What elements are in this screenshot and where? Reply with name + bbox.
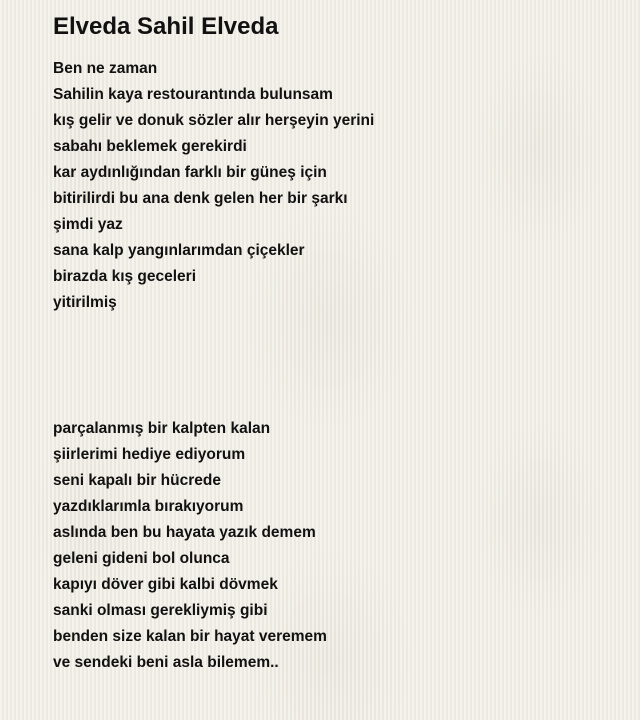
poem-line: Sahilin kaya restourantında bulunsam xyxy=(53,86,333,103)
poem-line: seni kapalı bir hücrede xyxy=(53,472,221,489)
poem-stanza-1 xyxy=(53,56,613,316)
poem-line: sana kalp yangınlarımdan çiçekler xyxy=(53,242,305,259)
poem-line: şiirlerimi hediye ediyorum xyxy=(53,446,246,463)
poem-line: yitirilmiş xyxy=(53,294,117,311)
poem-line: geleni gideni bol olunca xyxy=(53,550,230,567)
poem-line: kar aydınlığından farklı bir güneş için xyxy=(53,164,327,181)
poem-title: Elveda Sahil Elveda xyxy=(53,13,279,40)
poem-line: kapıyı döver gibi kalbi dövmek xyxy=(53,576,278,593)
poem-line: yazdıklarımla bırakıyorum xyxy=(53,498,244,515)
poem-line: Ben ne zaman xyxy=(53,60,158,77)
poem-line: sanki olması gerekliymiş gibi xyxy=(53,602,268,619)
poem-page xyxy=(53,0,613,676)
poem-line: ve sendeki beni asla bilemem.. xyxy=(53,654,279,671)
poem-line: birazda kış geceleri xyxy=(53,268,197,285)
poem-line: şimdi yaz xyxy=(53,216,123,233)
poem-line: benden size kalan bir hayat veremem xyxy=(53,628,327,645)
poem-stanza-2 xyxy=(53,416,613,676)
poem-line: bitirilirdi bu ana denk gelen her bir şarkı xyxy=(53,190,348,207)
poem-line: kış gelir ve donuk sözler alır herşeyin yerini xyxy=(53,112,375,129)
poem-line: sabahı beklemek gerekirdi xyxy=(53,138,247,155)
poem-line: parçalanmış bir kalpten kalan xyxy=(53,420,271,437)
poem-line: aslında ben bu hayata yazık demem xyxy=(53,524,316,541)
